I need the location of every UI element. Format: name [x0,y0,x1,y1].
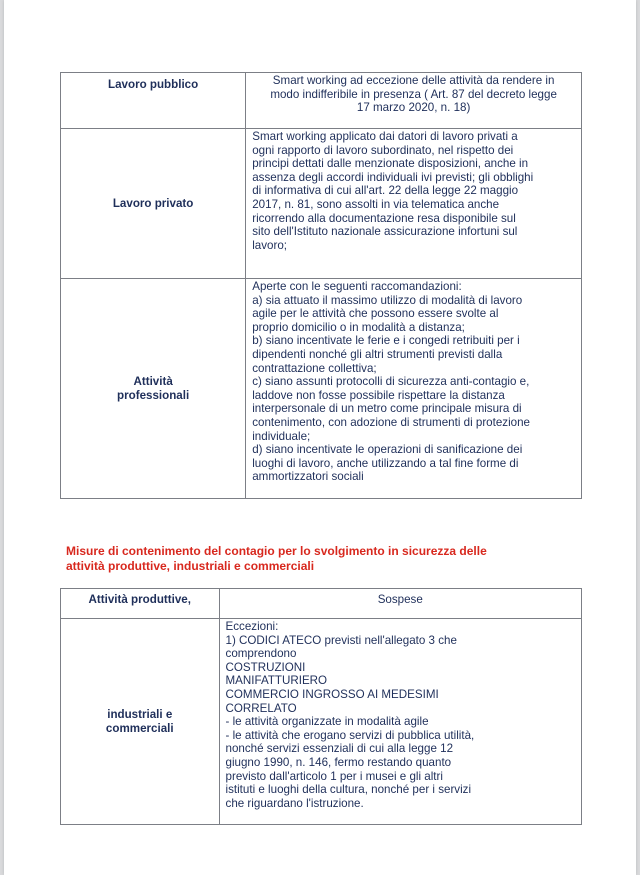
text-line: c) siano assunti protocolli di sicurezza anti-contagio e, [252,375,530,389]
row-text-public-work [246,73,582,129]
text-line: agile per le attività che possono essere svolte al [252,307,499,321]
text-line: Smart working applicato dai datori di lavoro privati a [252,130,518,143]
section-heading: Misure di contenimento del contagio per lo svolgimento in sicurezza delle attività produttive, industriali e commerciali [66,544,487,573]
text-line: contenimento, con adozione di strumenti di protezione [252,415,531,429]
text-line: a) sia attuato il massimo utilizzo di modalità di lavoro [252,293,523,307]
text-line: principi dettati dalle menzionate disposizioni, anche in [252,157,529,171]
row-text-exceptions [219,619,581,825]
production-activities-table [60,588,582,825]
text-line: Aperte con le seguenti raccomandazioni: [252,280,462,293]
text-line: COSTRUZIONI [225,660,306,674]
text-line: - le attività organizzate in modalità agile [225,715,429,729]
text-line: Smart working ad eccezione delle attività da rendere in [272,74,555,87]
table-header-row [61,589,582,619]
text-line: comprendono [225,647,297,661]
text-line: 2017, n. 81, sono assolti in via telematica anche [252,197,500,211]
text-line: laddove non fosse possibile rispettare la distanza [252,388,505,402]
text-line: individuale; [252,429,311,443]
text-line: modo indifferibile in presenza ( Art. 87 del decreto legge [270,87,557,101]
row-label-professional-activities: Attività professionali [61,279,246,499]
table-row [61,73,582,129]
text-line: 17 marzo 2020, n. 18) [356,101,471,115]
text-line: CORRELATO [225,701,297,715]
text-line: ammortizzatori sociali [252,470,364,484]
text-line: COMMERCIO INGROSSO AI MEDESIMI [225,687,439,701]
text-line: 1) CODICI ATECO previsti nell'allegato 3 che [225,633,457,647]
text-line: proprio domicilio o in modalità a distanza; [252,320,465,334]
text-line: b) siano incentivate le ferie e i congedi retribuiti per i [252,334,520,348]
table-row [61,279,582,499]
text-line: interpersonale di un metro come principale misura di [252,402,522,416]
row-label-private-work: Lavoro privato [61,129,246,279]
text-line: ricorrendo alla documentazione resa disponibile sul [252,211,516,225]
row-label-public-work: Lavoro pubblico [61,73,246,129]
text-line: ogni rapporto di lavoro subordinato, nel rispetto dei [252,143,514,157]
text-line: assenza degli accordi individuali ivi previsti; gli obblighi [252,170,534,184]
table-row [61,129,582,279]
text-line: MANIFATTURIERO [225,674,328,688]
text-line: previsto dall'articolo 1 per i musei e gli altri [225,769,443,783]
document-page [4,0,636,875]
header-productive-activities: Attività produttive, [61,589,220,619]
text-line: dipendenti nonché gli altri strumenti previsti dalla [252,347,503,361]
work-modes-table [60,72,582,499]
text-line: istituti e luoghi della cultura, nonché per i servizi [225,783,472,797]
text-line: d) siano incentivate le operazioni di sanificazione dei [252,443,523,457]
text-line: Eccezioni: [225,620,279,633]
text-line: che riguardano l'istruzione. [225,796,364,810]
text-line: sito dell'Istituto nazionale assicurazione infortuni sul [252,225,518,239]
text-line: luoghi di lavoro, anche utilizzando a tal fine forme di [252,456,519,470]
text-line: contrattazione collettiva; [252,361,377,375]
text-line: giugno 1990, n. 146, fermo restando quanto [225,755,452,769]
text-line: lavoro; [252,238,288,252]
text-line: - le attività che erogano servizi di pubblica utilità, [225,728,475,742]
row-text-professional-activities [246,279,582,499]
header-suspended: Sospese [219,589,581,619]
row-text-private-work [246,129,582,279]
text-line: nonché servizi essenziali di cui alla legge 12 [225,742,454,756]
row-label-industrial-commercial: industriali e commerciali [61,619,220,825]
table-row [61,619,582,825]
text-line: di informativa di cui all'art. 22 della legge 22 maggio [252,184,519,198]
